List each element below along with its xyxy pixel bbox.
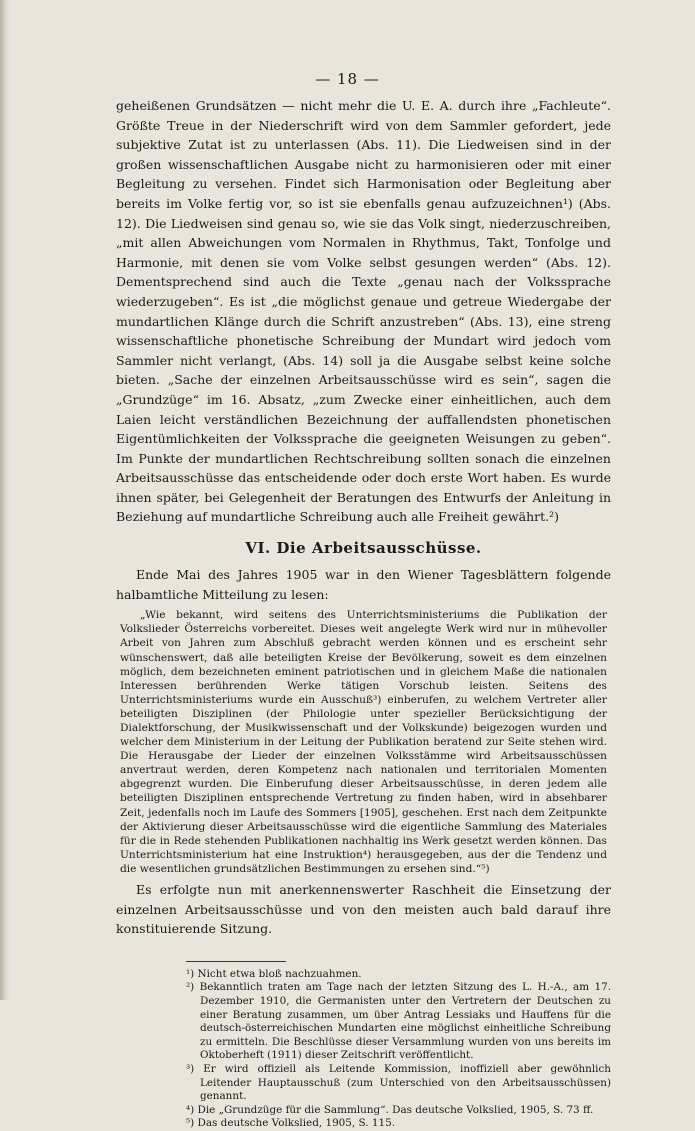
paragraph-intro: Ende Mai des Jahres 1905 war in den Wiener Tagesblättern folgende halbamtliche Mitteilung zu lesen: (116, 567, 611, 602)
footnote-2: ²) Bekanntlich traten am Tage nach der letzten Sitzung des L. H.-A., am 17. Dezember 1910, die Germanisten unter den Vertretern der Deutschen zu einer Beratung zusammen, um über Antrag Lessiaks und Hauffens für die deutsch-österreichischen Mundarten eine möglichst einheitliche Schreibung zu ermitteln. Die Beschlüsse dieser Versammlung wurden von uns bereits im Oktoberheft (1911) dieser Zeitschrift veröffentlicht. (186, 981, 611, 1062)
page-number: — 18 — (315, 70, 380, 88)
footnote-1: ¹) Nicht etwa bloß nachzuahmen. (186, 967, 362, 980)
footnote-5: ⁵) Das deutsche Volkslied, 1905, S. 115. (186, 1117, 395, 1130)
footnote-4: ⁴) Die „Grundzüge für die Sammlung“. Das deutsche Volkslied, 1905, S. 73 ff. (186, 1103, 594, 1116)
footnote-divider (186, 961, 286, 962)
paragraph-continuation: geheißenen Grundsätzen — nicht mehr die U. E. A. durch ihre „Fachleute“. Größte Treue in der Niederschrift wird von dem Sammler gefordert, jede subjektive Zutat ist zu unterlassen (Abs. 11). Die Liedweisen sind in der großen wissenschaftlichen Ausgabe nicht zu harmonisieren oder mit einer Begleitung zu versehen. Findet sich Harmonisation oder Begleitung aber bereits im Volke fertig vor, so ist sie ebenfalls genau aufzuzeichnen¹) (Abs. 12). Die Liedweisen sind genau so, wie sie das Volk singt, niederzuschreiben, „mit allen Abweichungen vom Normalen in Rhythmus, Takt, Tonfolge und Harmonie, mit denen sie vom Volke selbst gesungen werden“ (Abs. 12). Dementsprechend sind auch die Texte „genau nach der Volkssprache wiederzugeben“. Es ist „die möglichst genaue und getreue Wiedergabe der mundartlichen Klänge durch die Schrift anzustreben“ (Abs. 13), eine streng wissenschaftliche phonetische Schreibung der Mundart wird jedoch vom Sammler nicht verlangt, (Abs. 14) soll ja die Ausgabe selbst keine solche bieten. „Sache der einzelnen Arbeitsausschüsse wird es sein“, sagen die „Grundzüge“ im 16. Absatz, „zum Zwecke einer einheitlichen, auch dem Laien leicht verständlichen Bezeichnung der auffallendsten phonetischen Eigentümlichkeiten der Volkssprache die geeigneten Weisungen zu geben“. Im Punkte der mundartlichen Rechtschreibung sollten sonach die einzelnen Arbeitsausschüsse das entscheidende oder doch erste Wort haben. Es wurde ihnen später, bei Gelegenheit der Beratungen des Entwurfs der Anleitung in Beziehung auf mundartliche Schreibung auch alle Freiheit gewährt.²) (116, 98, 611, 525)
section-heading: VI. Die Arbeitsausschüsse. (245, 539, 482, 558)
block-quote: „Wie bekannt, wird seitens des Unterrichtsministeriums die Publikation der Volkslieder Österreichs vorbereitet. Dieses weit angelegte Werk wird nur in mühevoller Arbeit von Jahren zum Abschluß gebracht werden können und es erscheint sehr wünschenswert, daß alle beteiligten Kreise der Bevölkerung, soweit es dem einzelnen möglich, dem bezeichneten eminent patriotischen und in gleichem Maße die nationalen Interessen berührenden Werke tätigen Vorschub leisten. Seitens des Unterrichtsministeriums wurde ein Ausschuß³) einberufen, zu welchem Vertreter aller beteiligten Disziplinen (der Philologie unter spezieller Berücksichtigung der Dialektforschung, der Musikwissenschaft und der Volkskunde) beigezogen wurden und welcher dem Ministerium in der Leitung der Publikation beratend zur Seite stehen wird. Die Herausgabe der Lieder der einzelnen Volksstämme wird Arbeitsausschüssen anvertraut werden, deren Kompetenz nach nationalen und territorialen Momenten abgegrenzt wurden. Die Einberufung dieser Arbeitsausschüsse, in deren jedem alle beteiligten Disziplinen entsprechende Vertretung zu finden haben, wird in absehbarer Zeit, jedenfalls noch im Laufe des Sommers [1905], geschehen. Erst nach dem Zeitpunkte der Aktivierung dieser Arbeitsausschüsse wird die eigentliche Sammlung des Materiales für die in Rede stehenden Publikationen nachhaltig ins Werk gesetzt werden können. Das Unterrichtsministerium hat eine Instruktion⁴) herausgegeben, aus der die Tendenz und die wesentlichen grundsätzlichen Bestimmungen zu ersehen sind.“⁵) (120, 609, 607, 875)
page-content (116, 96, 611, 1131)
footnote-3: ³) Er wird offiziell als Leitende Kommission, inoffiziell aber gewöhnlich Leitender Hauptausschuß (zum Unterschied von den Arbeitsausschüssen) genannt. (186, 1062, 611, 1103)
paragraph-closing: Es erfolgte nun mit anerkennenswerter Raschheit die Einsetzung der einzelnen Arbeitsausschüsse und von den meisten auch bald darauf ihre konstituierende Sitzung. (116, 882, 611, 937)
page-binding-edge (0, 0, 10, 1000)
